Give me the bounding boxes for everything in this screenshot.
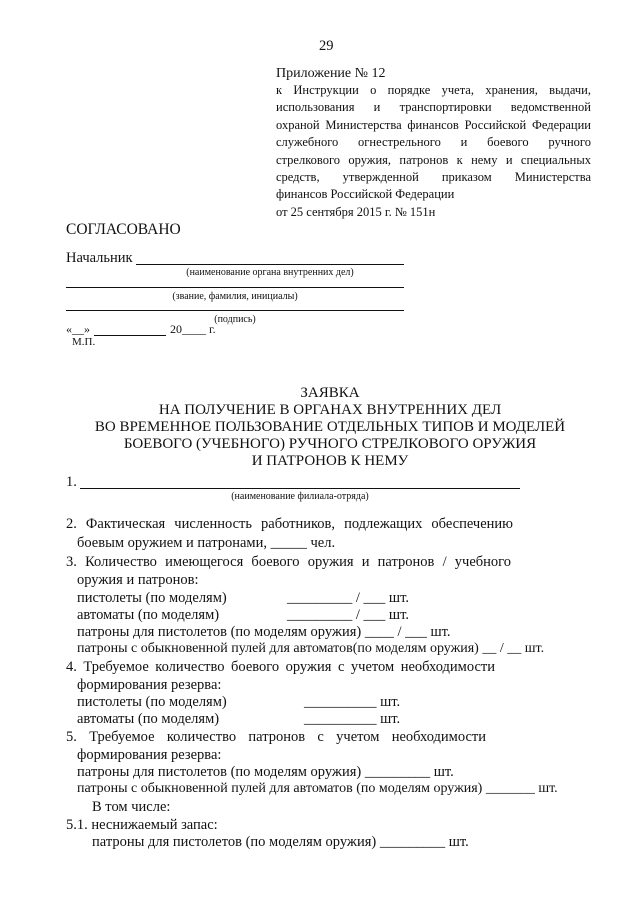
item4-line1: 4. Требуемое количество боевого оружия с учетом необходимости [66, 659, 495, 675]
rank-fill-line [66, 287, 404, 288]
page-number: 29 [319, 38, 334, 54]
item3-line1: 3. Количество имеющегося боевого оружия и патронов / учебного [66, 554, 511, 570]
title-line: БОЕВОГО (УЧЕБНОГО) РУЧНОГО СТРЕЛКОВОГО ОРУЖИЯ [123, 436, 537, 452]
item3-rifle-ammo: патроны с обыкновенной пулей для автоматов(по моделям оружия) __ / __ шт. [77, 641, 545, 656]
rank-caption: (звание, фамилия, инициалы) [172, 291, 298, 302]
item3-pistols-label: пистолеты (по моделям) [77, 590, 227, 606]
item4-rifles-fill: __________ шт. [304, 711, 401, 727]
item5-line1: 5. Требуемое количество патронов с учетом необходимости [66, 729, 486, 745]
item4-pistols-label: пистолеты (по моделям) [77, 694, 227, 710]
item1-caption: (наименование филиала-отряда) [231, 491, 369, 502]
item5-pistol-ammo: патроны для пистолетов (по моделям оружия) _________ шт. [77, 764, 454, 780]
appendix-line: к Инструкции о порядке учета, хранения, выдачи, [276, 83, 591, 97]
appendix-line: служебного огнестрельного и боевого ручного [276, 135, 591, 150]
item51-line1: 5.1. неснижаемый запас: [66, 817, 218, 833]
appendix-heading: Приложение № 12 [276, 66, 386, 81]
appendix-block [276, 66, 591, 221]
item3-pistol-ammo: патроны для пистолетов (по моделям оружия) ____ / ___ шт. [77, 624, 451, 640]
appendix-line: средств, утвержденной приказом Министерства [276, 170, 591, 185]
item2-line1: 2. Фактическая численность работников, подлежащих обеспечению [66, 516, 513, 532]
item2-line2: боевым оружием и патронами, _____ чел. [77, 535, 336, 551]
date-month-line [94, 335, 166, 336]
appendix-date-line: от 25 сентября 2015 г. № 151н [276, 204, 436, 219]
date-year: 20____ г. [170, 322, 216, 336]
org-caption: (наименование органа внутренних дел) [186, 267, 354, 278]
title-line: НА ПОЛУЧЕНИЕ В ОРГАНАХ ВНУТРЕННИХ ДЕЛ [158, 402, 502, 418]
stamp-mark: М.П. [72, 336, 96, 348]
item3-rifles-fill: _________ / ___ шт. [287, 607, 409, 623]
item1-number: 1. [66, 474, 77, 490]
item4-rifles-label: автоматы (по моделям) [77, 711, 220, 727]
appendix-line: финансов Российской Федерации [276, 187, 455, 202]
item51-pistol-ammo: патроны для пистолетов (по моделям оружия) _________ шт. [92, 834, 469, 850]
document-title [60, 385, 600, 470]
signature-caption: (подпись) [214, 314, 256, 325]
signature-fill-line [66, 310, 404, 311]
item4-pistols-fill: __________ шт. [304, 694, 401, 710]
item5-rifle-ammo: патроны с обыкновенной пулей для автоматов (по моделям оружия) _______ шт. [77, 781, 558, 796]
item3-pistols-fill: _________ / ___ шт. [287, 590, 409, 606]
item1-fill-line [80, 488, 520, 489]
item3-line2: оружия и патронов: [77, 572, 199, 588]
title-line: ВО ВРЕМЕННОЕ ПОЛЬЗОВАНИЕ ОТДЕЛЬНЫХ ТИПОВ И МОДЕЛЕЙ [94, 419, 566, 435]
appendix-line: использования и транспортировки ведомственной [276, 100, 591, 115]
item5-including: В том числе: [92, 799, 171, 815]
item5-line2: формирования резерва: [77, 747, 222, 763]
item3-rifles-label: автоматы (по моделям) [77, 607, 220, 623]
appendix-line: охраной Министерства финансов Российской Федерации [276, 117, 591, 132]
date-open: «__» [66, 322, 90, 336]
item4-line2: формирования резерва: [77, 677, 222, 693]
chief-label: Начальник [66, 250, 133, 266]
title-line: И ПАТРОНОВ К НЕМУ [251, 453, 409, 469]
approval-heading: СОГЛАСОВАНО [66, 221, 181, 238]
title-line: ЗАЯВКА [300, 385, 360, 401]
org-fill-line [136, 264, 404, 265]
appendix-line: стрелкового оружия, патронов к нему и специальных [276, 152, 591, 167]
